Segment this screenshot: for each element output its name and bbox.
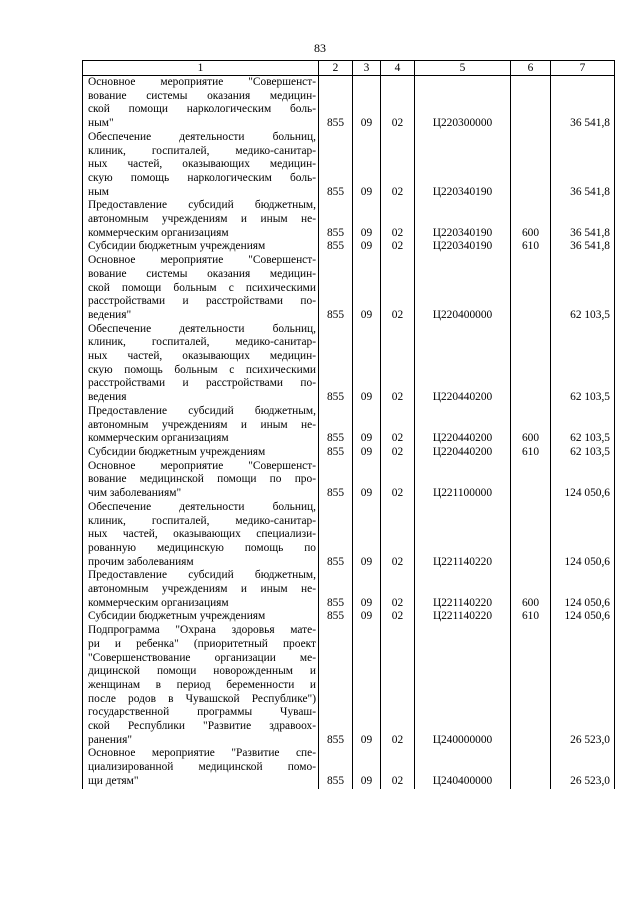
ministry-code: 855: [319, 76, 353, 131]
table-row: [83, 610, 615, 624]
header-row: [83, 61, 615, 76]
amount: 36 541,8: [551, 76, 615, 131]
expense-type-code: 600: [511, 199, 551, 240]
row-name: [83, 460, 319, 501]
row-name: [83, 199, 319, 240]
target-article-code: Ц240000000: [415, 624, 511, 747]
expense-type-code: 610: [511, 240, 551, 254]
header-col-2: 2: [319, 61, 353, 76]
section-code: 09: [353, 76, 381, 131]
expense-type-code: [511, 624, 551, 747]
amount: 26 523,0: [551, 624, 615, 747]
ministry-code: 855: [319, 240, 353, 254]
target-article-code: Ц221140220: [415, 610, 511, 624]
row-name-line: Предоставление субсидий бюджетным,: [88, 404, 316, 417]
section-code: 09: [353, 610, 381, 624]
row-name-line: скую помощь наркологическим боль-: [88, 171, 316, 184]
budget-table: [82, 60, 615, 789]
ministry-code: 855: [319, 323, 353, 405]
target-article-code: Ц220340190: [415, 240, 511, 254]
row-name-line: скую помощь больным с психическими: [88, 363, 316, 376]
section-code: 09: [353, 131, 381, 200]
amount: 124 050,6: [551, 501, 615, 570]
row-name-line: коммерческим организациям: [88, 432, 229, 445]
ministry-code: 855: [319, 199, 353, 240]
ministry-code: 855: [319, 624, 353, 747]
row-name-line: Обеспечение деятельности больниц,: [88, 130, 316, 143]
row-name: [83, 610, 319, 624]
table-row: [83, 569, 615, 610]
subsection-code: 02: [381, 323, 415, 405]
row-name-line: ным": [88, 117, 114, 130]
amount: 62 103,5: [551, 405, 615, 446]
row-name-line: чим заболеваниям": [88, 487, 182, 500]
subsection-code: 02: [381, 131, 415, 200]
expense-type-code: 600: [511, 569, 551, 610]
page-number: 83: [314, 41, 326, 55]
row-name-line: коммерческим организациям: [88, 596, 229, 609]
section-code: 09: [353, 569, 381, 610]
row-name-line: Основное мероприятие "Совершенст-: [88, 76, 316, 88]
row-name: [83, 569, 319, 610]
row-name-line: ведения": [88, 308, 132, 321]
row-name-line: Основное мероприятие "Совершенст-: [88, 254, 316, 267]
expense-type-code: 600: [511, 405, 551, 446]
ministry-code: 855: [319, 501, 353, 570]
row-name-line: после родов в Чувашской Республике"): [88, 692, 316, 705]
subsection-code: 02: [381, 501, 415, 570]
target-article-code: Ц221140220: [415, 569, 511, 610]
ministry-code: 855: [319, 610, 353, 624]
row-name-line: автономным учреждениям и иным не-: [88, 583, 316, 596]
header-col-1: 1: [83, 61, 319, 76]
expense-type-code: [511, 323, 551, 405]
amount: 26 523,0: [551, 747, 615, 788]
expense-type-code: 610: [511, 446, 551, 460]
row-name-line: Подпрограмма "Охрана здоровья мате-: [88, 624, 316, 637]
row-name-line: государственной программы Чуваш-: [88, 706, 316, 719]
subsection-code: 02: [381, 405, 415, 446]
row-name-line: циализированной медицинской помо-: [88, 761, 316, 774]
section-code: 09: [353, 254, 381, 323]
row-name: [83, 254, 319, 323]
row-name-line: "Совершенствование организации ме-: [88, 651, 316, 664]
row-name-line: ных частей, оказывающих медицин-: [88, 158, 316, 171]
expense-type-code: [511, 254, 551, 323]
row-name-line: клиник, госпиталей, медико-санитар-: [88, 144, 316, 157]
row-name: [83, 323, 319, 405]
table-row: [83, 131, 615, 200]
target-article-code: Ц221100000: [415, 460, 511, 501]
table-row: [83, 501, 615, 570]
row-name-line: Субсидии бюджетным учреждениям: [88, 610, 266, 623]
section-code: 09: [353, 405, 381, 446]
amount: 62 103,5: [551, 323, 615, 405]
row-name-line: прочим заболеваниям: [88, 555, 194, 568]
row-name: [83, 624, 319, 747]
section-code: 09: [353, 624, 381, 747]
section-code: 09: [353, 323, 381, 405]
row-name-line: вование медицинской помощи по про-: [88, 473, 316, 486]
row-name-line: рованную медицинскую помощь по: [88, 541, 316, 554]
subsection-code: 02: [381, 76, 415, 131]
row-name-line: ных частей, оказывающих специализи-: [88, 528, 316, 541]
row-name-line: ранения": [88, 733, 132, 746]
subsection-code: 02: [381, 610, 415, 624]
row-name: [83, 76, 319, 131]
row-name-line: расстройствами и расстройствами по-: [88, 295, 316, 308]
row-name-line: клиник, госпиталей, медико-санитар-: [88, 336, 316, 349]
row-name-line: коммерческим организациям: [88, 226, 229, 239]
amount: 124 050,6: [551, 610, 615, 624]
table-row: [83, 323, 615, 405]
expense-type-code: [511, 460, 551, 501]
section-code: 09: [353, 747, 381, 788]
subsection-code: 02: [381, 254, 415, 323]
row-name: [83, 501, 319, 570]
subsection-code: 02: [381, 747, 415, 788]
row-name-line: ской помощи наркологическим боль-: [88, 103, 316, 116]
ministry-code: 855: [319, 747, 353, 788]
table-row: [83, 199, 615, 240]
target-article-code: Ц220340190: [415, 199, 511, 240]
target-article-code: Ц220440200: [415, 323, 511, 405]
amount: 36 541,8: [551, 240, 615, 254]
ministry-code: 855: [319, 131, 353, 200]
row-name-line: расстройствами и расстройствами по-: [88, 377, 316, 390]
target-article-code: Ц220400000: [415, 254, 511, 323]
table-row: [83, 460, 615, 501]
target-article-code: Ц220440200: [415, 405, 511, 446]
header-col-5: 5: [415, 61, 511, 76]
row-name-line: Основное мероприятие "Развитие спе-: [88, 747, 316, 760]
ministry-code: 855: [319, 254, 353, 323]
row-name-line: ным: [88, 185, 109, 198]
row-name: [83, 405, 319, 446]
section-code: 09: [353, 199, 381, 240]
row-name: [83, 747, 319, 788]
row-name-line: Предоставление субсидий бюджетным,: [88, 569, 316, 582]
row-name-line: ведения: [88, 391, 127, 404]
table-row: [83, 446, 615, 460]
row-name-line: ской помощи больным с психическими: [88, 281, 316, 294]
target-article-code: Ц240400000: [415, 747, 511, 788]
subsection-code: 02: [381, 199, 415, 240]
table-row: [83, 240, 615, 254]
row-name: [83, 240, 319, 254]
amount: 62 103,5: [551, 254, 615, 323]
table-row: [83, 405, 615, 446]
target-article-code: Ц220440200: [415, 446, 511, 460]
table-row: [83, 254, 615, 323]
row-name: [83, 446, 319, 460]
ministry-code: 855: [319, 446, 353, 460]
subsection-code: 02: [381, 624, 415, 747]
ministry-code: 855: [319, 569, 353, 610]
row-name-line: Предоставление субсидий бюджетным,: [88, 199, 316, 212]
header-col-3: 3: [353, 61, 381, 76]
row-name-line: Субсидии бюджетным учреждениям: [88, 445, 266, 458]
ministry-code: 855: [319, 460, 353, 501]
table-row: [83, 624, 615, 747]
amount: 62 103,5: [551, 446, 615, 460]
amount: 124 050,6: [551, 569, 615, 610]
header-col-7: 7: [551, 61, 615, 76]
target-article-code: Ц221140220: [415, 501, 511, 570]
subsection-code: 02: [381, 446, 415, 460]
header-col-6: 6: [511, 61, 551, 76]
row-name-line: ри и ребенка" (приоритетный проект: [88, 637, 316, 650]
row-name-line: вование системы оказания медицин-: [88, 267, 316, 280]
row-name-line: женщинам в период беременности и: [88, 678, 316, 691]
section-code: 09: [353, 460, 381, 501]
table-row: [83, 747, 615, 788]
subsection-code: 02: [381, 460, 415, 501]
header-col-4: 4: [381, 61, 415, 76]
subsection-code: 02: [381, 569, 415, 610]
section-code: 09: [353, 501, 381, 570]
expense-type-code: [511, 747, 551, 788]
row-name-line: Обеспечение деятельности больниц,: [88, 500, 316, 513]
row-name-line: дицинской помощи новорожденным и: [88, 665, 316, 678]
row-name-line: клиник, госпиталей, медико-санитар-: [88, 514, 316, 527]
row-name-line: ской Республики "Развитие здравоох-: [88, 720, 316, 733]
expense-type-code: 610: [511, 610, 551, 624]
row-name-line: вование системы оказания медицин-: [88, 89, 316, 102]
row-name: [83, 131, 319, 200]
ministry-code: 855: [319, 405, 353, 446]
row-name-line: щи детям": [88, 774, 139, 787]
target-article-code: Ц220340190: [415, 131, 511, 200]
section-code: 09: [353, 446, 381, 460]
amount: 36 541,8: [551, 131, 615, 200]
row-name-line: автономным учреждениям и иным не-: [88, 213, 316, 226]
amount: 36 541,8: [551, 199, 615, 240]
section-code: 09: [353, 240, 381, 254]
table-row: [83, 76, 615, 131]
row-name-line: Обеспечение деятельности больниц,: [88, 322, 316, 335]
row-name-line: Основное мероприятие "Совершенст-: [88, 459, 316, 472]
row-name-line: автономным учреждениям и иным не-: [88, 418, 316, 431]
expense-type-code: [511, 501, 551, 570]
target-article-code: Ц220300000: [415, 76, 511, 131]
row-name-line: Субсидии бюджетным учреждениям: [88, 240, 266, 253]
expense-type-code: [511, 76, 551, 131]
expense-type-code: [511, 131, 551, 200]
row-name-line: ных частей, оказывающих медицин-: [88, 350, 316, 363]
amount: 124 050,6: [551, 460, 615, 501]
subsection-code: 02: [381, 240, 415, 254]
